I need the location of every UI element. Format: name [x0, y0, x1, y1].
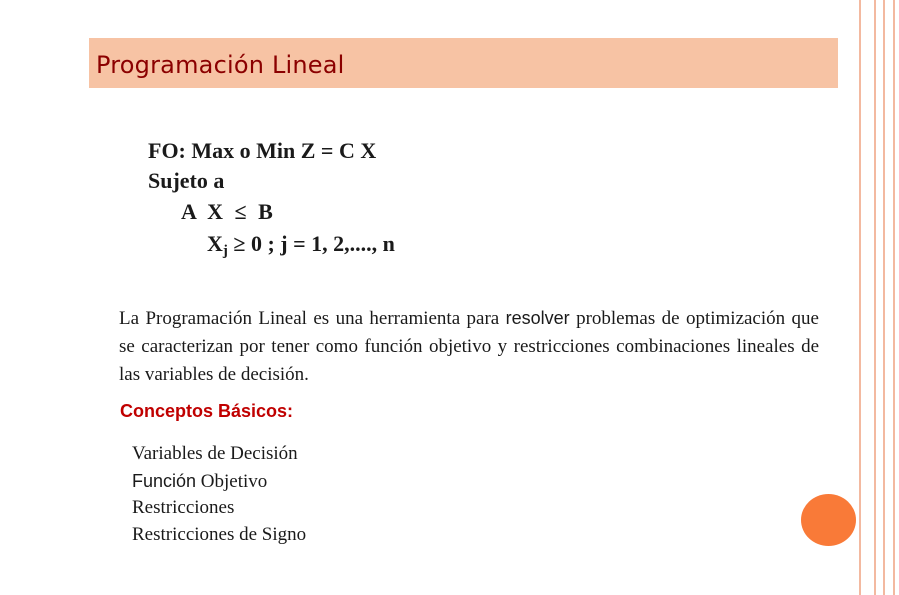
list-item-text: Objetivo	[196, 470, 268, 492]
nonneg-subscript: j	[222, 243, 228, 259]
border-stripe	[883, 0, 885, 595]
concepts-list	[132, 441, 306, 548]
objective-function: FO: Max o Min Z = C X	[148, 138, 377, 163]
list-item: Restricciones	[132, 497, 235, 518]
list-item: Restricciones de Signo	[132, 523, 307, 545]
definition-text-end: problemas de optimización que se caracterizan por tener como función objetivo y restricciones combinaciones lineales de las variables de decisión.	[119, 308, 819, 385]
definition-paragraph	[119, 304, 819, 389]
list-item-keyword: Función	[132, 470, 197, 491]
subject-to-label: Sujeto a	[148, 168, 225, 193]
constraint-expression: A X ≤ B	[181, 199, 276, 224]
border-stripe	[859, 0, 861, 595]
list-item	[132, 468, 306, 496]
definition-text-start: La Programación Lineal es una herramienta para	[119, 308, 506, 329]
slide-title-bar	[89, 38, 838, 88]
nonneg-variable: X	[207, 231, 223, 256]
nonnegativity-constraint	[207, 229, 395, 266]
concepts-heading: Conceptos Básicos:	[120, 401, 294, 421]
decorative-circle	[801, 494, 856, 546]
definition-emphasis: resolver	[505, 308, 570, 328]
nonneg-condition: ≥ 0 ; j = 1, 2,...., n	[227, 231, 395, 256]
border-stripe	[874, 0, 876, 595]
slide-title: Programación Lineal	[96, 51, 345, 79]
border-stripe	[893, 0, 895, 595]
list-item: Variables de Decisión	[132, 443, 298, 464]
